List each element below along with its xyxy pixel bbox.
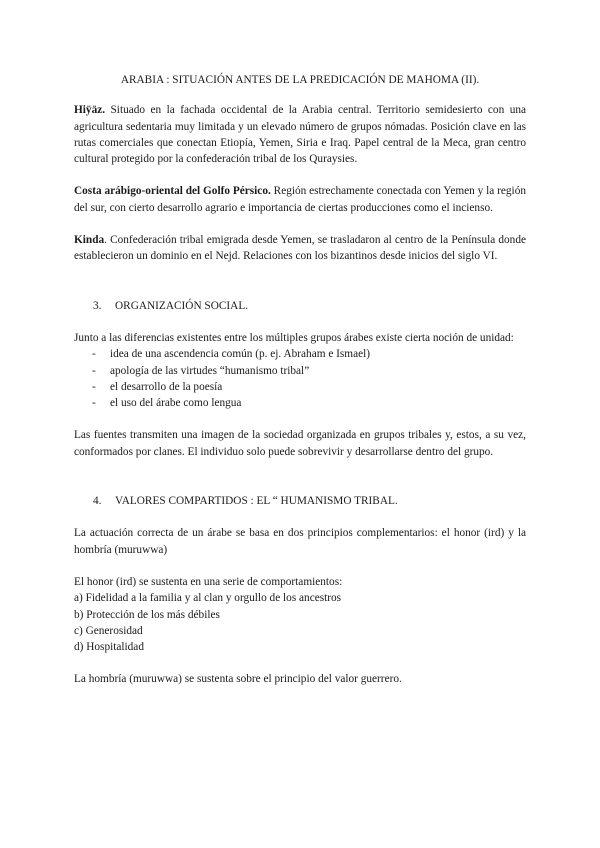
honor-intro: El honor (ird) se sustenta en una serie de comportamientos: [74, 575, 343, 588]
list-item: d) Hospitalidad [74, 641, 144, 654]
region-hiyaz [74, 102, 526, 167]
section-4-heading [74, 493, 526, 509]
section-4-closing: La hombría (muruwwa) se sustenta sobre el principio del valor guerrero. [74, 673, 402, 686]
list-item: - el uso del árabe como lengua [74, 395, 526, 411]
section-3-intro: Junto a las diferencias existentes entre los múltiples grupos árabes existe cierta noción de unidad: [74, 331, 514, 344]
region-term: Kinda [74, 234, 105, 247]
list-item: - el desarrollo de la poesía [74, 379, 526, 395]
section-3-closing: Las fuentes transmiten una imagen de la sociedad organizada en grupos tribales y, estos, a su vez, conformados por clanes. El individuo solo puede sobrevivir y desarrollarse dentro del grupo. [74, 429, 526, 458]
section-number: 4. [93, 495, 102, 508]
region-term: Hiÿäz. [74, 104, 106, 117]
list-item: c) Generosidad [74, 624, 143, 637]
list-item: - idea de una ascendencia común (p. ej. Abraham e Ismael) [74, 346, 526, 362]
document-title: ARABIA : SITUACIÓN ANTES DE LA PREDICACIÓN DE MAHOMA (II). [120, 74, 480, 86]
document-page [74, 72, 526, 688]
section-number: 3. [93, 299, 102, 312]
region-text: . Confederación tribal emigrada desde Yemen, se trasladaron al centro de la Península donde establecieron un dominio en el Nejd. Relaciones con los bizantinos desde inicios del siglo VI. [74, 234, 526, 263]
region-kinda [74, 232, 526, 265]
list-item: b) Protección de los más débiles [74, 608, 220, 621]
region-text: Región estrechamente conectada con Yemen y la región del sur, con cierto desarrollo agrario e importancia de ciertas producciones como el incienso. [74, 185, 526, 214]
dash-bullet: - [92, 364, 96, 377]
section-4-intro: La actuación correcta de un árabe se basa en dos principios complementarios: el honor (ird) y la hombría (muruwwa) [74, 527, 526, 556]
region-term: Costa arábigo-oriental del Golfo Pérsico. [74, 185, 271, 198]
region-costa-golfo-persico [74, 183, 526, 216]
section-title: ORGANIZACIÓN SOCIAL. [115, 299, 249, 312]
dash-bullet: - [92, 380, 96, 393]
dash-bullet: - [92, 397, 96, 410]
region-text: Situado en la fachada occidental de la Arabia central. Territorio semidesierto con una agricultura sedentaria muy limitada y un elevado número de grupos nómadas. Posición clave en las rutas comerciales que conectan Etiopía, Yemen, Siria e Iraq. Papel central de la Meca, gran centro cultural protegido por la confederación tribal de los Quraysies. [74, 104, 526, 166]
unity-list [74, 346, 526, 411]
section-3-heading [74, 298, 526, 314]
section-title: VALORES COMPARTIDOS : EL “ HUMANISMO TRIBAL. [115, 495, 398, 508]
list-item: - apología de las virtudes “humanismo tribal” [74, 363, 526, 379]
dash-bullet: - [92, 348, 96, 361]
list-item: a) Fidelidad a la familia y al clan y orgullo de los ancestros [74, 592, 342, 605]
